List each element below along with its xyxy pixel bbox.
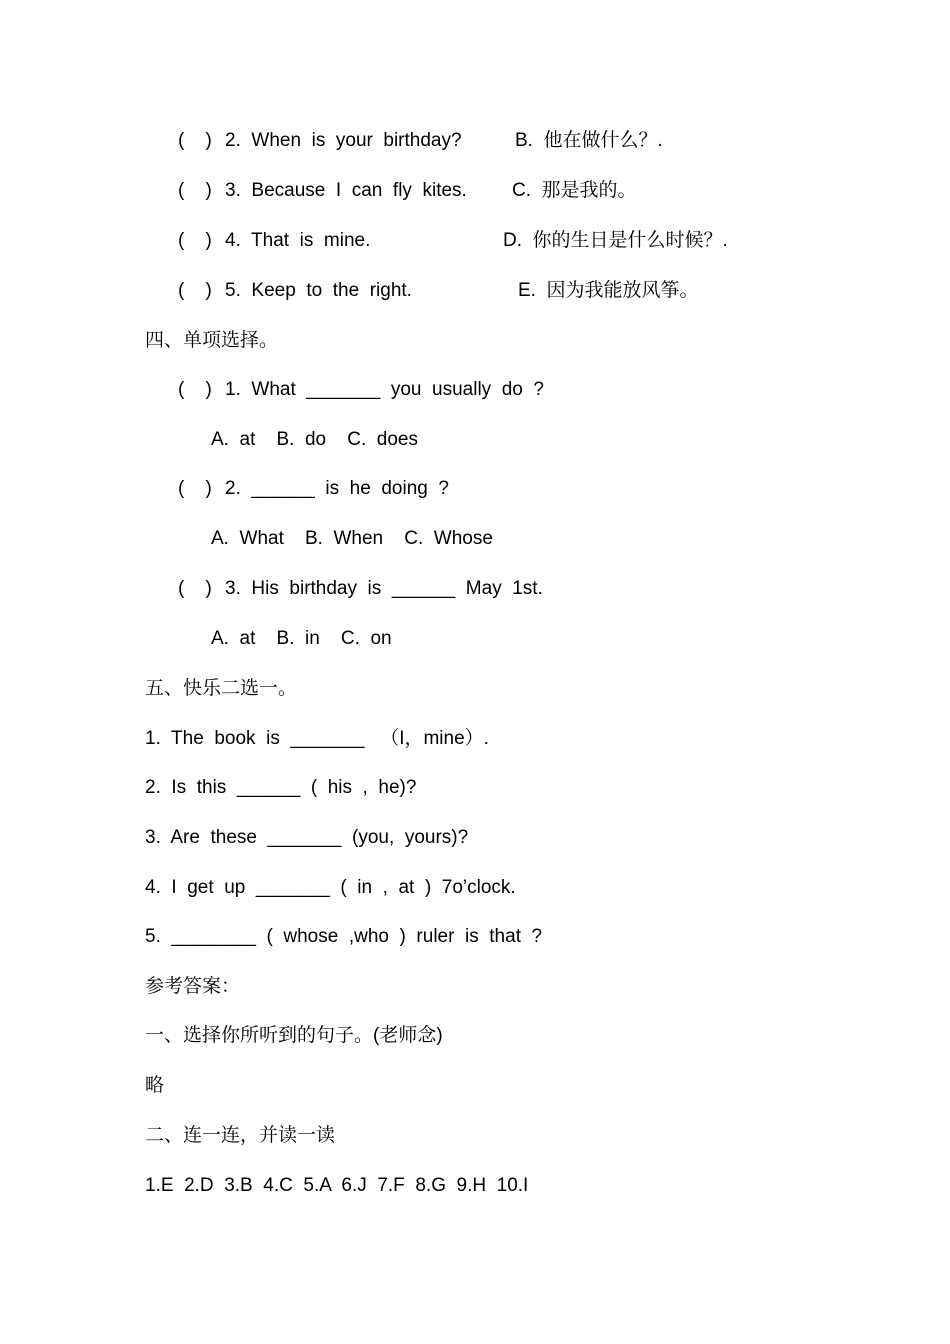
english-sentence: 5. Keep to the right. bbox=[225, 280, 412, 301]
answer-bracket: ( ) bbox=[178, 180, 212, 201]
section-heading: 五、快乐二选一。 bbox=[145, 678, 298, 699]
fill-item: 5. ________ ( whose ,who ) ruler is that ? bbox=[145, 926, 543, 947]
section-heading: 四、单项选择。 bbox=[145, 330, 279, 351]
chinese-translation: B. 他在做什么？. bbox=[515, 130, 663, 151]
question-stem: 1. What _______ you usually do ? bbox=[225, 379, 544, 400]
answer-bracket: ( ) bbox=[178, 379, 212, 400]
answer-part-heading: 一、选择你所听到的句子。(老师念) bbox=[145, 1025, 443, 1046]
fill-item: 1. The book is _______ （I，mine）. bbox=[145, 728, 489, 749]
chinese-translation: E. 因为我能放风筝。 bbox=[518, 280, 699, 301]
chinese-translation: C. 那是我的。 bbox=[512, 180, 637, 201]
question-stem: 2. ______ is he doing ? bbox=[225, 478, 449, 499]
question-options: A. at B. in C. on bbox=[211, 628, 392, 649]
fill-item: 2. Is this ______ ( his , he)? bbox=[145, 777, 417, 798]
english-sentence: 3. Because I can fly kites. bbox=[225, 180, 467, 201]
question-options: A. at B. do C. does bbox=[211, 429, 418, 450]
answer-bracket: ( ) bbox=[178, 130, 212, 151]
answer-bracket: ( ) bbox=[178, 578, 212, 599]
answer-part-heading: 二、连一连，并读一读 bbox=[145, 1125, 336, 1146]
english-sentence: 2. When is your birthday? bbox=[225, 130, 462, 151]
fill-item: 3. Are these _______ (you, yours)? bbox=[145, 827, 469, 848]
answer-text: 1.E 2.D 3.B 4.C 5.A 6.J 7.F 8.G 9.H 10.I bbox=[145, 1175, 529, 1196]
answer-bracket: ( ) bbox=[178, 478, 212, 499]
answer-text: 略 bbox=[145, 1075, 165, 1096]
question-stem: 3. His birthday is ______ May 1st. bbox=[225, 578, 543, 599]
question-options: A. What B. When C. Whose bbox=[211, 528, 493, 549]
answer-bracket: ( ) bbox=[178, 280, 212, 301]
answer-bracket: ( ) bbox=[178, 230, 212, 251]
chinese-translation: D. 你的生日是什么时候？. bbox=[503, 230, 728, 251]
answers-heading: 参考答案： bbox=[145, 976, 241, 997]
english-sentence: 4. That is mine. bbox=[225, 230, 371, 251]
fill-item: 4. I get up _______ ( in , at ) 7o’clock. bbox=[145, 877, 516, 898]
